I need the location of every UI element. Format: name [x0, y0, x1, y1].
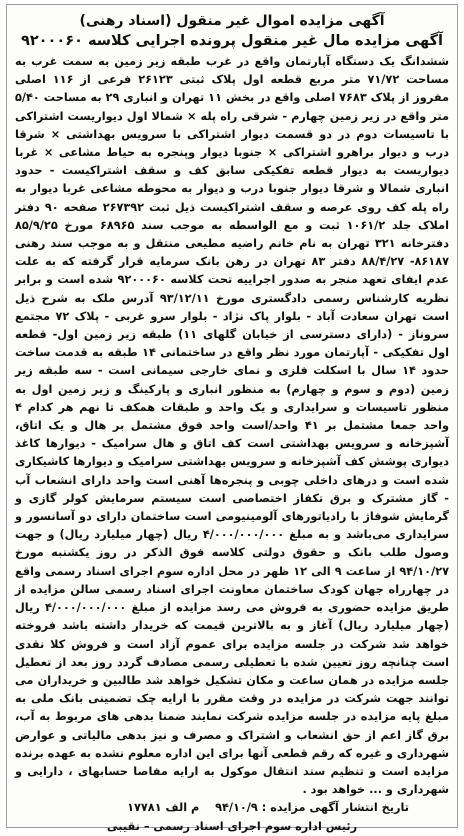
notice-title: آگهی مزایده اموال غیر منقول (اسناد رهنی): [79, 13, 385, 29]
footer-publish-line: [15, 799, 449, 818]
publish-date: تاریخ انتشار آگهی مزایده : ۹۴/۱۰/۹: [215, 801, 409, 815]
auction-notice: [6, 4, 458, 833]
reference-number: م الف ۱۷۷۸۱: [127, 801, 200, 815]
notice-subtitle: آگهی مزایده مال غیر منقول پرونده اجرایی کلاسه ۹۲۰۰۰۶۰: [20, 33, 444, 49]
signature: رئیس اداره سوم اجرای اسناد رسمی – نقیبی: [106, 819, 358, 833]
notice-body: ششدانگ یک دستگاه آپارتمان واقع در غرب طبقه زیر زمین به سمت غرب به مساحت ۷۱/۷۲ متر مربع قطعه اول پلاک ثبتی ۲۶۱۲۳ فرعی از ۱۱۶ اصلی مفروز از پلاک ۷۶۸۳ اصلی واقع در بخش ۱۱ تهران و انباری ۲۹ به مساحت ۵/۴۰ متر واقع در زیر زمین چهارم - شرقی راه پله × شمالا اول دیواریست اشتراکی با تاسیسات دوم در دو قسمت دیوار اشتراکی با سرویس بهداشتی × شرقا درب و دیوار براهرو اشتراکی × جنوبا دیوار وپنجره به حیاط مشاعی × غربا دیواریست به دیوار قطعه تفکیکی سابق کف و سقف اشتراکیست - حدود انباری شمالا و شرقا دیوار جنوبا درب و دیوار به محوطه مشاعی غربا دیوار به راه پله کف روی عرصه و سقف اشتراکیست ذیل ثبت ۲۶۷۳۹۲ صفحه ۹۰ دفتر املاک جلد ۱۰۶۱/۲ ثبت و مع الواسطه به موجب سند ۶۸۹۶۵ مورخ ۸۵/۹/۲۵ دفترخانه ۳۲۱ تهران به نام خانم راضیه مطیعی منتقل و به موجب سند رهنی ۸۶۱۸۷- ۸۸/۴/۲۷ دفتر ۸۳ تهران در رهن بانک سرمایه قرار گرفته که به علت عدم ایفای تعهد منجر به صدور اجراییه تحت کلاسه ۹۲۰۰۰۶۰ شده است و برابر نظریه کارشناس رسمی دادگستری مورخ ۹۳/۱۲/۱۱ آدرس ملک به شرح ذیل است تهران سعادت آباد - بلوار پاک نژاد - بلوار سرو غربی - پلاک ۷۲ مجتمع سروناز - (دارای دسترسی از خیابان گلهای ۱۱) طبقه زیر زمین اول- قطعه اول تفکیکی - آپارتمان مورد نظر واقع در ساختمانی ۱۴ طبقه به قدمت ساخت حدود ۱۴ سال با اسکلت فلزی و نمای خارجی سیمانی است - سه طبقه زیر زمین (دوم و سوم و چهارم) به منظور انباری و پارکینگ و زیر زمین اول به منظور تاسیسات و سرایداری و یک واحد و طبقات همکف تا نهم هر کدام ۴ واحد جمعا مشتمل بر ۴۱ واحد/است واحد فوق مشتمل بر هال و یک اتاق، آشپزخانه و سرویس بهداشتی است کف اتاق و هال سرامیک - دیوارها کاغذ دیواری پوشش کف آشپزخانه و سرویس بهداشتی سرامیک و دیوارها کاشیکاری شده است و درهای داخلی چوبی و پنجره‌ها آهنی است واحد دارای انشعاب آب - گاز مشترک و برق تکفاز اختصاصی است سیستم سرمایش کولر گازی و گرمایش شوفاژ با رادیاتورهای آلومینیومی است ساختمان دارای دو آسانسور و سرایداری می‌باشد و به مبلغ ۴/۰۰۰/۰۰۰/۰۰۰ ریال (چهار میلیارد ریال) و جهت وصول طلب بانک و حقوق دولتی کلاسه فوق الذکر در روز یکشنبه مورخ ۹۴/۱۰/۲۷ از ساعت ۹ الی ۱۲ ظهر در محل اداره سوم اجرای اسناد رسمی واقع در چهارراه جهان کودک ساختمان معاونت اجرای اسناد رسمی سالن مزایده از طریق مزایده حضوری به فروش می رسد مزایده از مبلغ ۴/۰۰۰/۰۰۰/۰۰۰ ریال (چهار میلیارد ریال) آغاز و به بالاترین قیمت که خریدار داشته باشد فروخته خواهد شد شرکت در جلسه مزایده برای عموم آزاد است و فروش کلا نقدی است چنانچه روز تعیین شده با تعطیلی رسمی مصادف گردد روز بعد از تعطیل جلسه مزایده در همان ساعت و مکان تشکیل خواهد شد طالبین و خریداران می توانند جهت شرکت در مزایده در وقت مقرر با ارایه چک تضمینی بانک ملی به مبلغ پایه مزایده در جلسه مزایده شرکت نمایند ضمنا بدهی های مربوط به آب، برق گاز اعم از حق انشعاب و اشتراک و مصرف و نیز بدهی مالیاتی و عوارض شهرداری و غیره که رقم قطعی آنها برای این اداره معلوم نشده به عهده برنده مزایده است و تنظیم سند انتقال موکول به ارایه مفاصا حسابهای ، دارایی و شهرداری و ... خواهد بود .: [15, 55, 450, 797]
